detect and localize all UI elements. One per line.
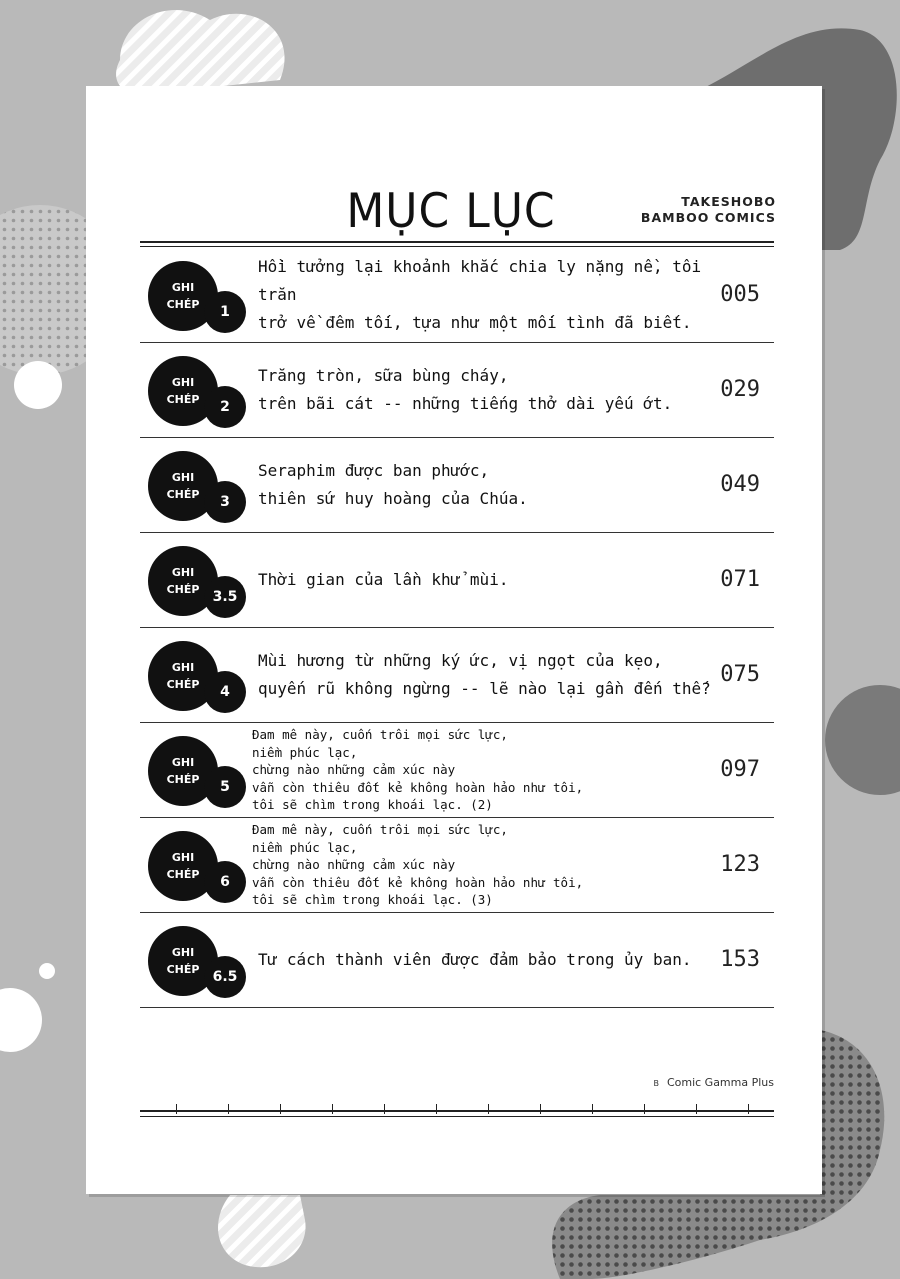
chapter-title-line: trở về đêm tối, tựa như một mối tình đã biết. (258, 313, 692, 332)
chapter-badge (148, 736, 248, 806)
chapter-title (258, 438, 718, 532)
toc-page (86, 86, 822, 1194)
badge-word-1: GHI (171, 566, 195, 579)
chapter-badge (148, 356, 248, 426)
toc-entry (140, 628, 774, 723)
toc-entry (140, 248, 774, 343)
chapter-title-line: quyến rũ không ngừng -- lẽ nào lại gần đến thế? (258, 679, 711, 698)
chapter-number: 5 (220, 779, 230, 795)
chapter-badge (148, 451, 248, 521)
chapter-title-line: Thời gian của lần khử mùi. (258, 570, 509, 589)
page-number: 075 (720, 662, 760, 687)
toc-entry (140, 913, 774, 1008)
chapter-title (258, 628, 718, 722)
toc-entry (140, 343, 774, 438)
chapter-title-line: tôi sẽ chìm trong khoái lạc. (3) (252, 892, 493, 908)
chapter-title-line: thiên sứ huy hoàng của Chúa. (258, 489, 528, 508)
publisher-line-1: TAKESHOBO (681, 194, 776, 209)
chapter-number: 3 (220, 494, 230, 510)
page-number: 097 (720, 757, 760, 782)
badge-word-2: CHÉP (166, 678, 200, 691)
toc-entry (140, 533, 774, 628)
chapter-title-line: vẫn còn thiêu đốt kẻ không hoàn hảo như tôi, (252, 874, 584, 890)
bottom-divider (140, 1110, 774, 1117)
chapter-number: 4 (220, 684, 230, 700)
chapter-number: 2 (220, 399, 230, 415)
chapter-title-line: chừng nào những cảm xúc này (252, 762, 456, 778)
chapter-number: 1 (220, 304, 230, 320)
publisher-label (641, 194, 776, 226)
chapter-title-line: tôi sẽ chìm trong khoái lạc. (2) (252, 797, 493, 813)
page-number: 005 (720, 282, 760, 307)
badge-word-1: GHI (171, 756, 195, 769)
chapter-number: 3.5 (212, 589, 238, 605)
badge-word-2: CHÉP (166, 583, 200, 596)
credit-text: Comic Gamma Plus (666, 1076, 774, 1089)
chapter-number: 6.5 (212, 969, 238, 985)
page-number: 123 (720, 852, 760, 877)
magazine-credit (653, 1076, 774, 1089)
chapter-badge (148, 831, 248, 901)
badge-word-1: GHI (171, 471, 195, 484)
badge-word-1: GHI (171, 661, 195, 674)
chapter-number: 6 (220, 874, 230, 890)
badge-word-1: GHI (171, 281, 195, 294)
chapter-title-line: Mùi hương từ những ký ức, vị ngọt của kẹo, (258, 651, 663, 670)
toc-list (140, 248, 774, 1008)
chapter-title-line: niềm phúc lạc, (252, 744, 358, 760)
toc-entry (140, 438, 774, 533)
badge-word-2: CHÉP (166, 868, 200, 881)
page-number: 153 (720, 947, 760, 972)
chapter-title-line: Trăng tròn, sữa bùng cháy, (258, 366, 509, 385)
chapter-title-line: Seraphim được ban phước, (258, 461, 490, 480)
badge-word-2: CHÉP (166, 488, 200, 501)
badge-word-2: CHÉP (166, 393, 200, 406)
badge-word-1: GHI (171, 946, 195, 959)
chapter-title-line: trên bãi cát -- những tiếng thở dài yếu ớt. (258, 394, 673, 413)
top-divider (140, 241, 774, 247)
credit-mark: B (653, 1079, 659, 1088)
publisher-line-2: BAMBOO COMICS (640, 210, 776, 225)
badge-word-2: CHÉP (166, 298, 200, 311)
chapter-title-line: niềm phúc lạc, (252, 839, 358, 855)
chapter-title-line: vẫn còn thiêu đốt kẻ không hoàn hảo như tôi, (252, 779, 584, 795)
chapter-title (258, 343, 718, 437)
chapter-title (258, 248, 718, 342)
chapter-badge (148, 261, 248, 331)
page-number: 029 (720, 377, 760, 402)
badge-word-2: CHÉP (166, 773, 200, 786)
chapter-title (258, 913, 718, 1007)
badge-word-1: GHI (171, 376, 195, 389)
badge-word-1: GHI (171, 851, 195, 864)
toc-entry (140, 818, 774, 913)
chapter-title-line: chừng nào những cảm xúc này (252, 857, 456, 873)
chapter-title (252, 818, 712, 912)
chapter-title-line: Tư cách thành viên được đảm bảo trong ủy ban. (258, 950, 692, 969)
chapter-badge (148, 926, 248, 996)
page-number: 071 (720, 567, 760, 592)
chapter-badge (148, 641, 248, 711)
chapter-title (252, 723, 712, 817)
chapter-title-line: Đam mê này, cuốn trôi mọi sức lực, (252, 727, 508, 743)
chapter-title (258, 533, 718, 627)
badge-word-2: CHÉP (166, 963, 200, 976)
chapter-title-line: Đam mê này, cuốn trôi mọi sức lực, (252, 822, 508, 838)
chapter-badge (148, 546, 248, 616)
toc-entry (140, 723, 774, 818)
page-title: MỤC LỤC (346, 183, 556, 240)
page-number: 049 (720, 472, 760, 497)
chapter-title-line: Hồi tưởng lại khoảnh khắc chia ly nặng nề, tôi trăn (258, 257, 702, 304)
